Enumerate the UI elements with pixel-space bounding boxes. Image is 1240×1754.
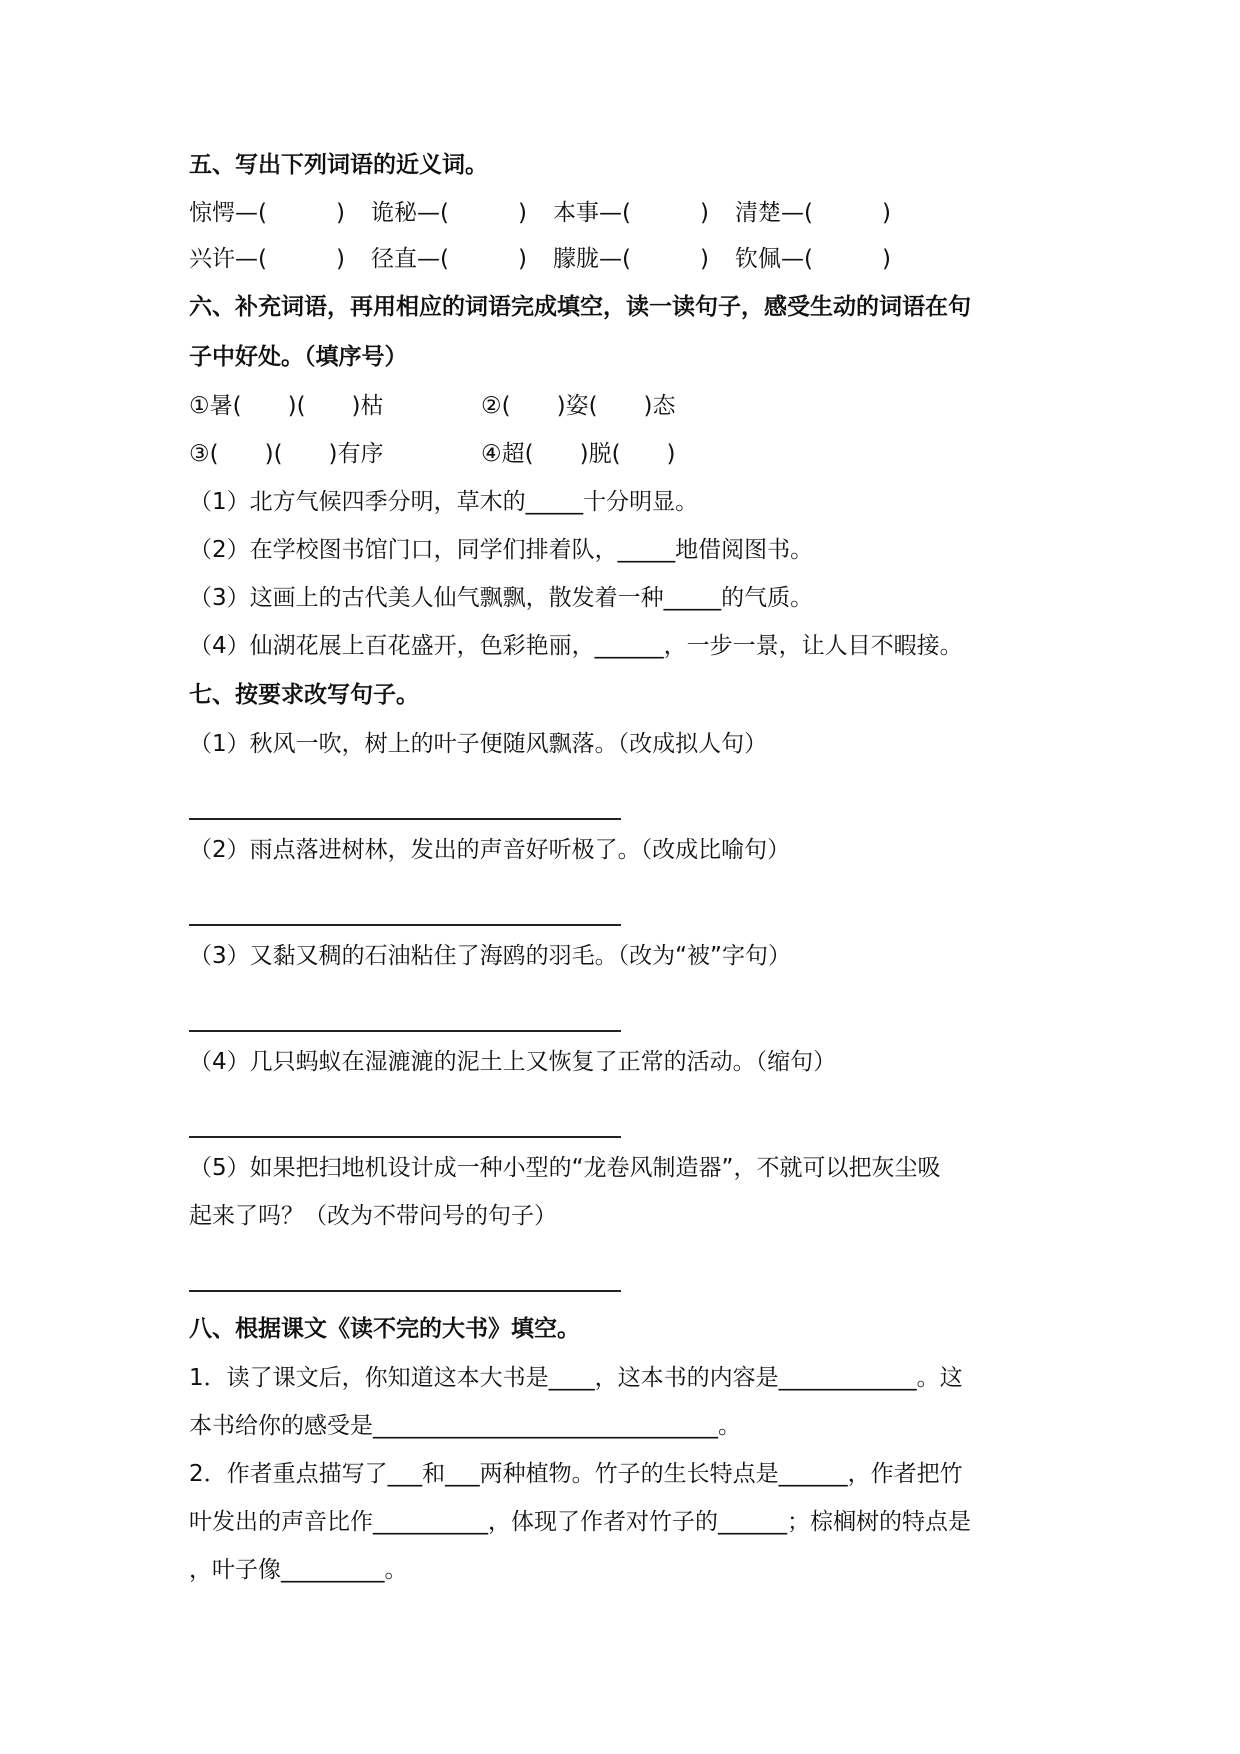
synonym-item: 朦胧—( ) (553, 246, 709, 272)
reading-q2-line1: 2．作者重点描写了___和___两种植物。竹子的生长特点是______，作者把竹 (189, 1461, 963, 1487)
synonym-item: 径直—( ) (371, 246, 527, 272)
synonym-item: 本事—( ) (553, 200, 709, 226)
synonym-item: 诡秘—( ) (371, 200, 527, 226)
word-fill-row-2 (189, 430, 1069, 478)
section7-title: 七、按要求改写句子。 (189, 682, 419, 708)
rewrite-item-3: （3）又黏又稠的石油粘住了海鸥的羽毛。（改为“被”字句） (189, 943, 791, 969)
rewrite-item-5-line1: （5）如果把扫地机设计成一种小型的“龙卷风制造器”，不就可以把灰尘吸 (189, 1155, 941, 1181)
worksheet-page (189, 140, 1069, 1594)
answer-line-2 (189, 874, 621, 926)
answer-line-3 (189, 980, 621, 1032)
section6-title-line2: 子中好处。（填序号） (189, 344, 408, 370)
fill-sentence-1: （1）北方气候四季分明，草木的_____十分明显。 (189, 489, 699, 515)
synonym-item: 清楚—( ) (735, 200, 891, 226)
reading-q2-line2: 叶发出的声音比作__________，体现了作者对竹子的______；棕榈树的特点是 (189, 1509, 971, 1535)
word-fill-row-1 (189, 382, 1069, 430)
synonym-item: 兴许—( ) (189, 246, 345, 272)
reading-q2-line3: ，叶子像_________。 (189, 1557, 408, 1583)
section5-title: 五、写出下列词语的近义词。 (189, 152, 488, 178)
rewrite-item-1: （1）秋风一吹，树上的叶子便随风飘落。（改成拟人句） (189, 731, 768, 757)
synonym-row-1 (189, 190, 1069, 236)
rewrite-item-4: （4）几只蚂蚁在湿漉漉的泥土上又恢复了正常的活动。（缩句） (189, 1049, 837, 1075)
reading-q1-line1: 1．读了课文后，你知道这本大书是____，这本书的内容是____________。这 (189, 1365, 963, 1391)
synonym-item: 钦佩—( ) (735, 246, 891, 272)
rewrite-item-2: （2）雨点落进树林，发出的声音好听极了。（改成比喻句） (189, 837, 791, 863)
reading-q1-line2: 本书给你的感受是______________________________。 (189, 1413, 741, 1439)
word-fill-item: ②( )姿( )态 (481, 393, 676, 419)
word-fill-item: ③( )( )有序 (189, 441, 384, 467)
rewrite-item-5-line2: 起来了吗？（改为不带问号的句子） (189, 1203, 557, 1229)
answer-line-5 (189, 1240, 621, 1292)
fill-sentence-4: （4）仙湖花展上百花盛开，色彩艳丽，______，一步一景，让人目不暇接。 (189, 633, 963, 659)
section6-title-line1: 六、补充词语，再用相应的词语完成填空，读一读句子，感受生动的词语在句 (189, 294, 971, 320)
word-fill-item: ④超( )脱( ) (481, 441, 676, 467)
answer-line-4 (189, 1086, 621, 1138)
fill-sentence-3: （3）这画上的古代美人仙气飘飘，散发着一种_____的气质。 (189, 585, 814, 611)
fill-sentence-2: （2）在学校图书馆门口，同学们排着队，_____地借阅图书。 (189, 537, 814, 563)
synonym-row-2 (189, 236, 1069, 282)
section8-title: 八、根据课文《读不完的大书》填空。 (189, 1316, 580, 1342)
word-fill-item: ①暑( )( )枯 (189, 393, 384, 419)
synonym-item: 惊愕—( ) (189, 200, 345, 226)
answer-line-1 (189, 768, 621, 820)
